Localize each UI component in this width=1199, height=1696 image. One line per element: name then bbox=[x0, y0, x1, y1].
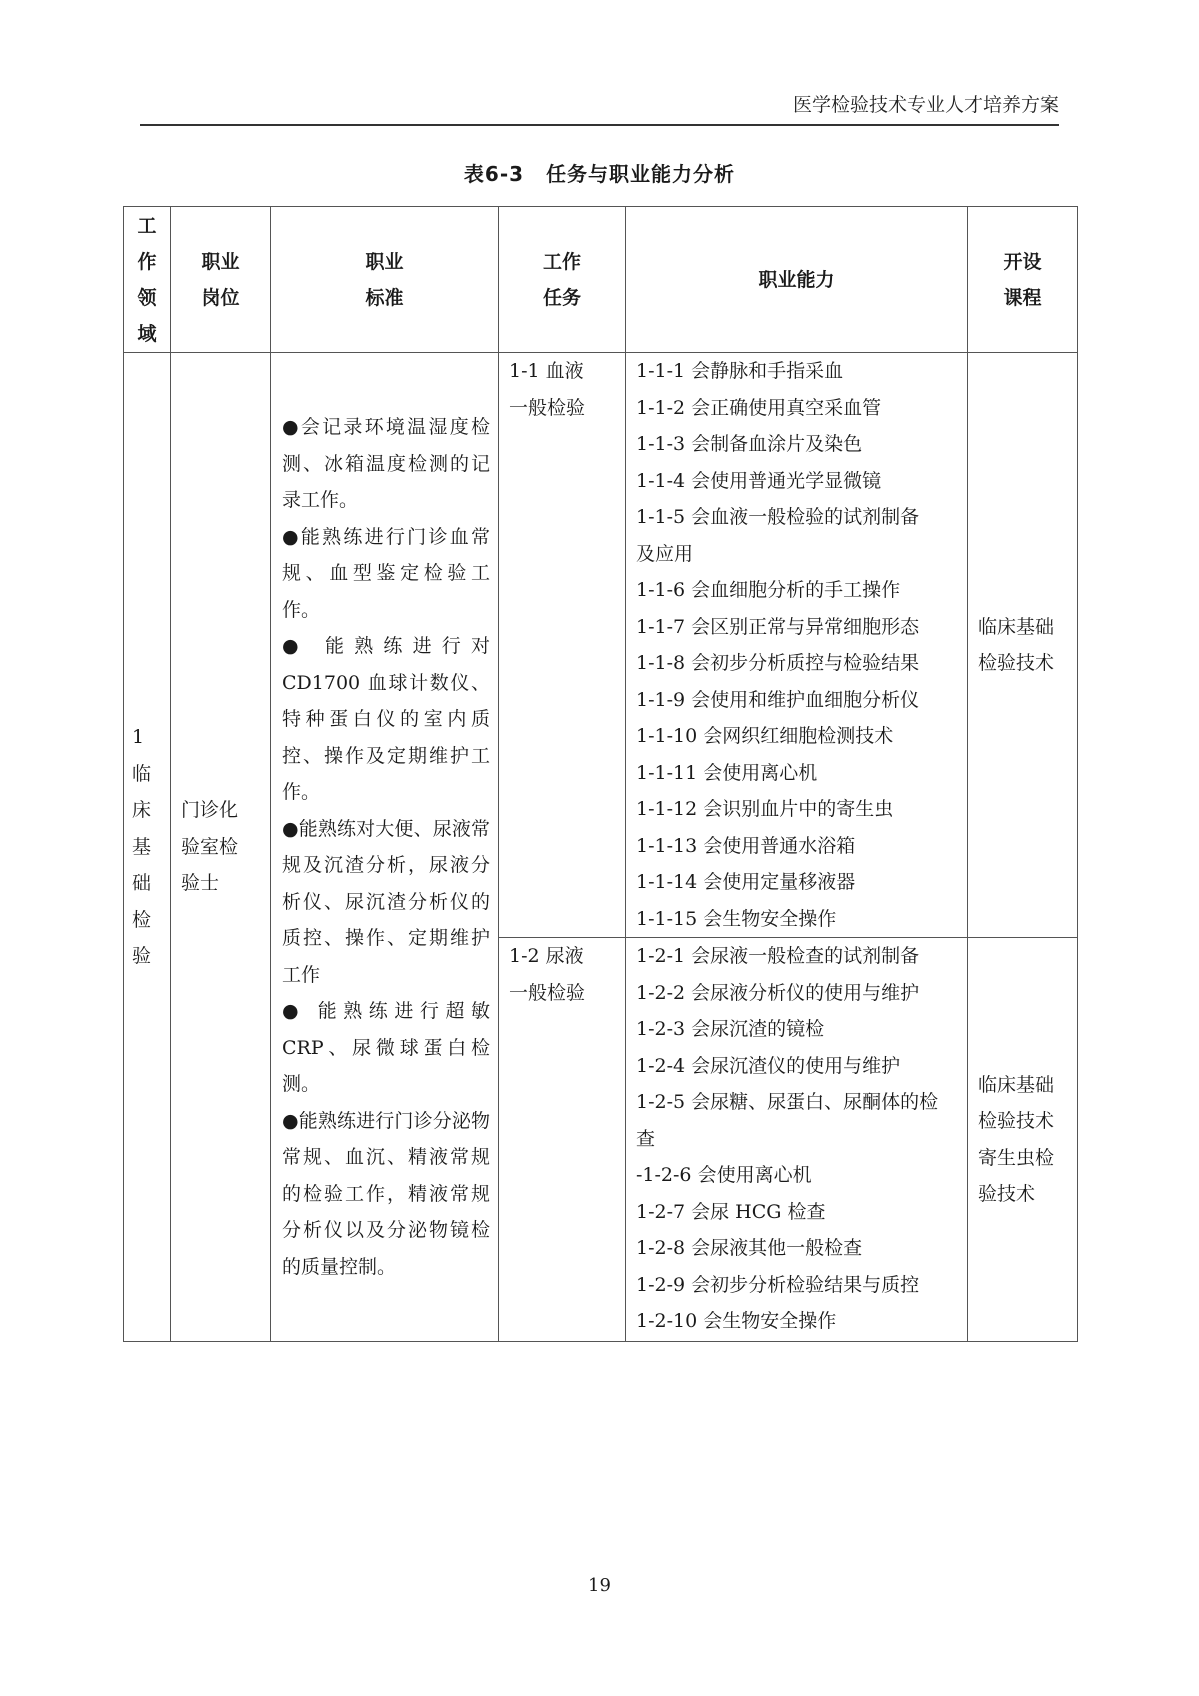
cell-text: 临床基础 bbox=[978, 615, 1055, 638]
task-cell bbox=[499, 938, 626, 1342]
ability-item: 1-1-4 会使用普通光学显微镜 bbox=[636, 469, 882, 492]
ability-item: 1-1-8 会初步分析质控与检验结果 bbox=[636, 652, 920, 674]
header-post bbox=[171, 207, 271, 353]
header-ability bbox=[626, 207, 968, 353]
table-title bbox=[0, 160, 1199, 188]
table-row bbox=[124, 353, 1078, 938]
ability-item: 1-2-3 会尿沉渣的镜检 bbox=[636, 1018, 825, 1040]
cell-text: 1-1 血液 bbox=[509, 360, 584, 382]
course-cell bbox=[968, 938, 1078, 1342]
header-text: 标准 bbox=[365, 286, 404, 309]
header-rule bbox=[140, 124, 1059, 126]
header-row bbox=[124, 207, 1078, 353]
cell-text: 1-2 尿液 bbox=[509, 945, 584, 967]
header-text: 工 bbox=[137, 214, 157, 237]
work-domain-cell bbox=[124, 353, 171, 1342]
task-cell bbox=[499, 353, 626, 938]
standard-item: ●能熟练对大便、尿液常规及沉渣分析，尿液分析仪、尿沉渣分析仪的质控、操作、定期维护工作 bbox=[282, 817, 490, 986]
header-text: 任务 bbox=[542, 286, 581, 309]
ability-item: 1-2-9 会初步分析检验结果与质控 bbox=[636, 1273, 920, 1296]
ability-item: 1-1-7 会区别正常与异常细胞形态 bbox=[636, 615, 920, 638]
ability-cell bbox=[626, 353, 968, 938]
cell-text: 检 bbox=[132, 908, 152, 931]
header-text: 职业能力 bbox=[758, 268, 835, 291]
cell-text: 一般检验 bbox=[509, 981, 586, 1004]
ability-item: 1-2-1 会尿液一般检查的试剂制备 bbox=[636, 945, 920, 967]
ability-item: 1-2-5 会尿糖、尿蛋白、尿酮体的检 bbox=[636, 1091, 939, 1113]
task-ability-table bbox=[123, 206, 1078, 1342]
cell-text: 1 bbox=[132, 726, 145, 749]
cell-text: 门诊化 bbox=[181, 799, 239, 822]
ability-item: 1-1-10 会网织红细胞检测技术 bbox=[636, 725, 894, 747]
course-cell bbox=[968, 353, 1078, 938]
ability-item: 1-1-1 会静脉和手指采血 bbox=[636, 360, 844, 382]
ability-item: 1-1-2 会正确使用真空采血管 bbox=[636, 396, 882, 419]
ability-item: 及应用 bbox=[636, 542, 694, 565]
header-text: 职业 bbox=[365, 250, 404, 273]
page-number: 19 bbox=[588, 1575, 611, 1596]
standard-item: ● 能熟练进行对CD1700 血球计数仪、特种蛋白仪的室内质控、操作及定期维护工作。 bbox=[282, 635, 490, 803]
header-text: 课程 bbox=[1003, 286, 1042, 309]
header-text: 工作 bbox=[542, 250, 581, 273]
cell-text: 基 bbox=[132, 835, 152, 858]
header-text: 岗位 bbox=[201, 286, 240, 309]
header-text: 作 bbox=[137, 250, 157, 273]
table-number: 表6-3 bbox=[463, 162, 525, 186]
ability-item: 1-1-6 会血细胞分析的手工操作 bbox=[636, 579, 901, 601]
ability-item: 1-1-13 会使用普通水浴箱 bbox=[636, 834, 856, 857]
ability-cell bbox=[626, 938, 968, 1342]
cell-text: 验技术 bbox=[978, 1183, 1036, 1205]
ability-item: 1-2-4 会尿沉渣仪的使用与维护 bbox=[636, 1054, 901, 1077]
cell-text: 检验技术 bbox=[978, 652, 1055, 674]
cell-text: 础 bbox=[132, 872, 152, 895]
ability-item: 1-1-9 会使用和维护血细胞分析仪 bbox=[636, 688, 920, 711]
ability-item: 1-1-12 会识别血片中的寄生虫 bbox=[636, 798, 894, 820]
header-work-domain bbox=[124, 207, 171, 353]
header-course bbox=[968, 207, 1078, 353]
ability-item: 1-1-5 会血液一般检验的试剂制备 bbox=[636, 506, 920, 528]
cell-text: 验 bbox=[132, 945, 152, 968]
header-text: 职业 bbox=[201, 250, 240, 273]
header-standard bbox=[271, 207, 499, 353]
ability-item: 1-2-10 会生物安全操作 bbox=[636, 1310, 837, 1332]
cell-text: 验室检 bbox=[181, 835, 239, 858]
header-text: 领 bbox=[137, 286, 157, 309]
standard-item: ● 能熟练进行超敏CRP、尿微球蛋白检测。 bbox=[282, 1000, 490, 1095]
ability-item: 1-1-11 会使用离心机 bbox=[636, 761, 818, 784]
ability-item: 1-1-15 会生物安全操作 bbox=[636, 907, 837, 930]
ability-item: 1-2-8 会尿液其他一般检查 bbox=[636, 1237, 863, 1259]
header-text: 域 bbox=[137, 322, 157, 345]
header-text: 开设 bbox=[1003, 250, 1042, 273]
ability-item: -1-2-6 会使用离心机 bbox=[636, 1164, 812, 1186]
ability-item: 1-1-3 会制备血涂片及染色 bbox=[636, 433, 863, 455]
ability-item: 1-2-7 会尿 HCG 检查 bbox=[636, 1200, 826, 1223]
standard-item: ●会记录环境温湿度检测、冰箱温度检测的记录工作。 bbox=[282, 416, 490, 511]
standard-item: ●能熟练进行门诊血常规、血型鉴定检验工作。 bbox=[282, 525, 490, 621]
cell-text: 临床基础 bbox=[978, 1073, 1055, 1096]
cell-text: 验士 bbox=[181, 872, 220, 895]
ability-item: 查 bbox=[636, 1127, 656, 1150]
cell-text: 床 bbox=[132, 799, 152, 822]
ability-item: 1-1-14 会使用定量移液器 bbox=[636, 871, 856, 893]
standard-item: ●能熟练进行门诊分泌物常规、血沉、精液常规的检验工作，精液常规分析仪以及分泌物镜检的质量控制。 bbox=[282, 1109, 490, 1278]
cell-text: 临 bbox=[132, 762, 152, 785]
table-caption: 任务与职业能力分析 bbox=[546, 162, 736, 186]
header-task bbox=[499, 207, 626, 353]
post-cell bbox=[171, 353, 271, 1342]
standard-cell bbox=[271, 353, 499, 1342]
running-header: 医学检验技术专业人才培养方案 bbox=[792, 94, 1059, 116]
cell-text: 寄生虫检 bbox=[978, 1146, 1055, 1169]
ability-item: 1-2-2 会尿液分析仪的使用与维护 bbox=[636, 981, 920, 1004]
cell-text: 一般检验 bbox=[509, 396, 586, 419]
cell-text: 检验技术 bbox=[978, 1110, 1055, 1132]
